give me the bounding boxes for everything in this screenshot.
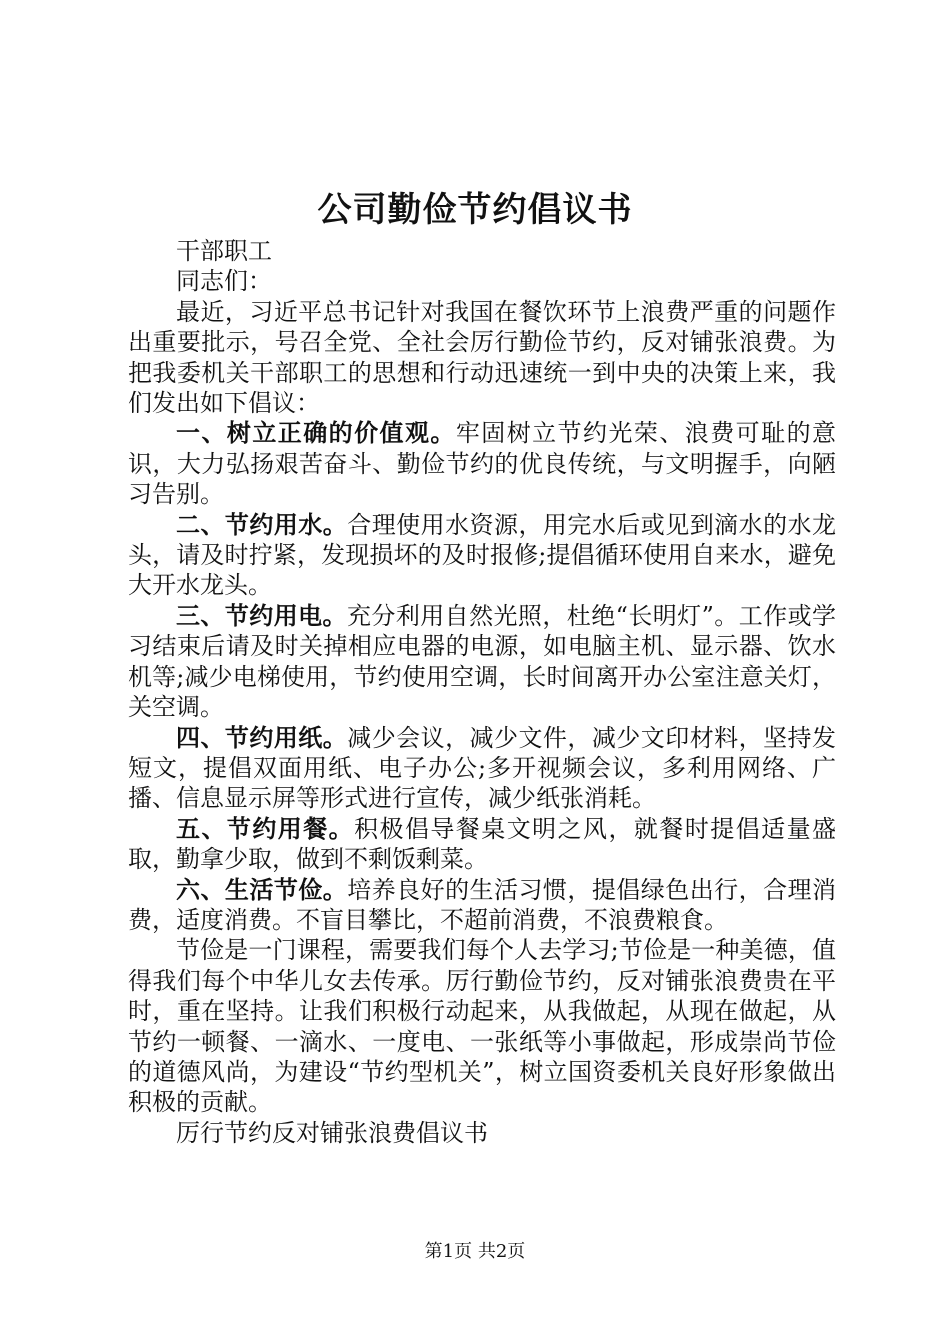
document-title: 公司勤俭节约倡议书 <box>317 190 633 230</box>
document-body <box>128 236 836 1148</box>
item-paragraph <box>128 601 836 723</box>
item-heading: 一、树立正确的价值观。 <box>176 418 456 448</box>
item-paragraph <box>128 418 836 509</box>
item-text: 充分利用自然光照，杜绝“长明灯”。工作或学习结束后请及时关掉相应电器的电源，如电脑主机、显示器、饮水机等;减少电梯使用，节约使用空调，长时间离开办公室注意关灯，关空调。 <box>128 601 836 722</box>
item-text: 培养良好的生活习惯，提倡绿色出行，合理消费，适度消费。不盲目攀比，不超前消费，不浪费粮食。 <box>128 875 837 934</box>
item-paragraph <box>128 814 836 875</box>
intro-paragraph: 最近，习近平总书记针对我国在餐饮环节上浪费严重的问题作出重要批示，号召全党、全社会厉行勤俭节约，反对铺张浪费。为把我委机关干部职工的思想和行动迅速统一到中央的决策上来，我们发出如下倡议： <box>128 297 836 418</box>
item-text: 积极倡导餐桌文明之风，就餐时提倡适量盛取，勤拿少取，做到不剩饭剩菜。 <box>128 814 837 874</box>
item-paragraph <box>128 723 836 814</box>
item-heading: 六、生活节俭。 <box>176 874 348 904</box>
item-heading: 五、节约用餐。 <box>176 813 355 843</box>
item-text: 合理使用水资源，用完水后或见到滴水的水龙头，请及时拧紧，发现损坏的及时报修;提倡循环使用自来水，避免大开水龙头。 <box>128 510 837 600</box>
item-text: 牢固树立节约光荣、浪费可耻的意识，大力弘扬艰苦奋斗、勤俭节约的优良传统，与文明握手，向陋习告别。 <box>128 419 837 509</box>
page-indicator: 第1页 共2页 <box>424 1241 526 1262</box>
item-heading: 二、节约用水。 <box>176 509 348 539</box>
item-text: 减少会议，减少文件，减少文印材料，坚持发短文，提倡双面用纸、电子办公;多开视频会议，多利用网络、广播、信息显示屏等形式进行宣传，减少纸张消耗。 <box>128 723 837 813</box>
item-paragraph <box>128 875 836 936</box>
salutation-line-2: 同志们： <box>176 267 272 296</box>
item-paragraph <box>128 510 836 601</box>
closing-paragraph: 节俭是一门课程，需要我们每个人去学习;节俭是一种美德，值得我们每个中华儿女去传承。厉行勤俭节约，反对铺张浪费贵在平时，重在坚持。让我们积极行动起来，从我做起，从现在做起，从节约一顿餐、一滴水、一度电、一张纸等小事做起，形成崇尚节俭的道德风尚，为建设“节约型机关”，树立国资委机关良好形象做出积极的贡献。 <box>128 936 836 1117</box>
salutation-line-1: 干部职工 <box>176 237 272 265</box>
item-heading: 四、节约用纸。 <box>176 722 348 752</box>
document-subtitle: 厉行节约反对铺张浪费倡议书 <box>176 1118 488 1147</box>
item-heading: 三、节约用电。 <box>176 600 347 630</box>
